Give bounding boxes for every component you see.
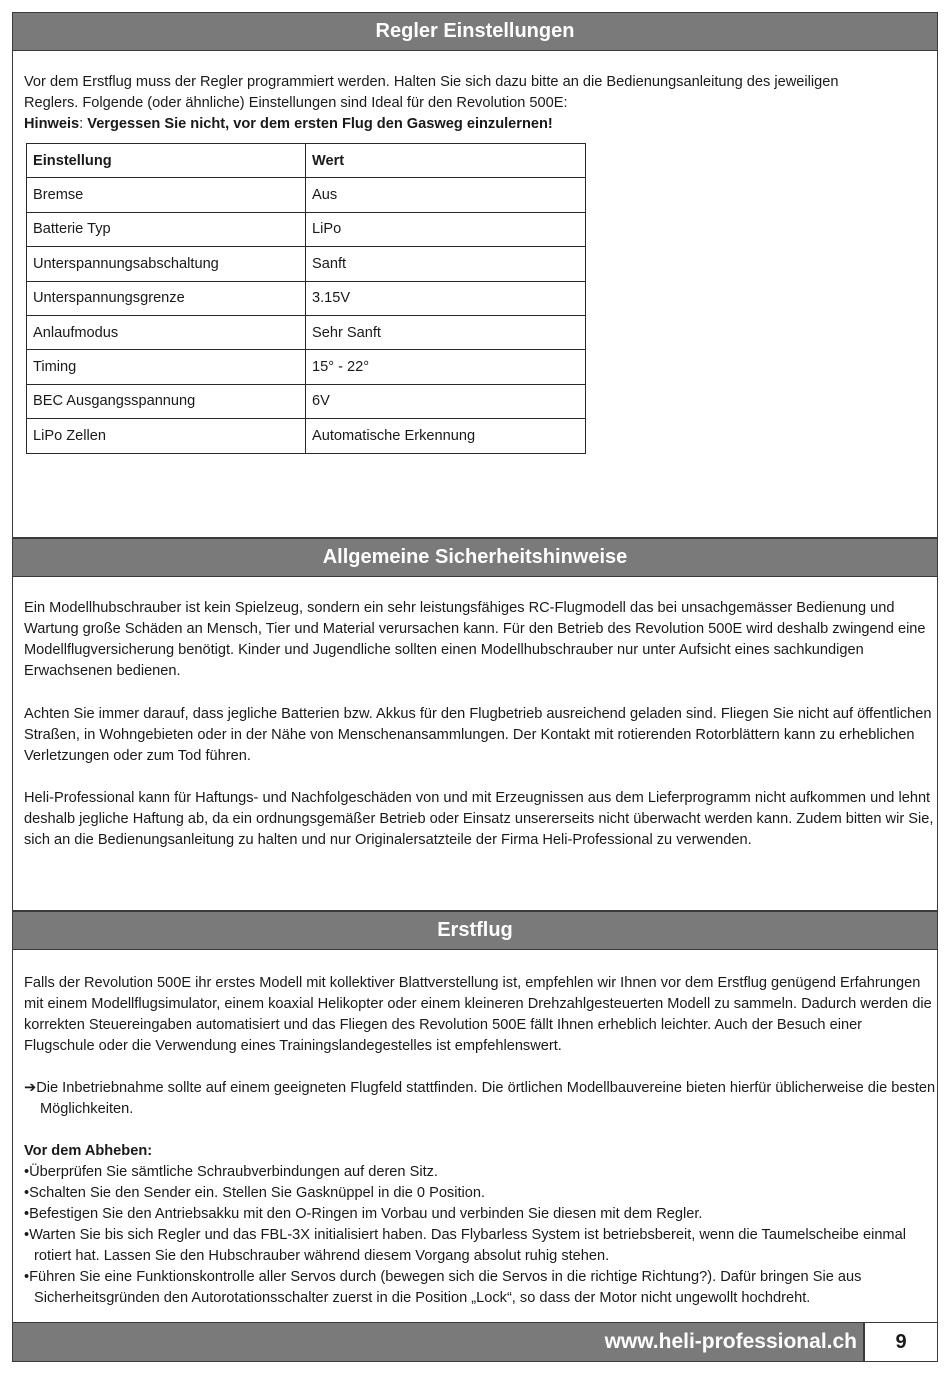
regler-intro-line1: Vor dem Erstflug muss der Regler programmiert werden. Halten Sie sich dazu bitte an die Bedienungsanleitung des jeweiligen <box>24 74 839 90</box>
table-cell-value: 15° - 22° <box>306 350 586 384</box>
sicherheit-paragraph-3: Heli-Professional kann für Haftungs- und Nachfolgeschäden von und mit Erzeugnissen aus dem Lieferprogramm nicht aufkommen und lehnt deshalb jegliche Haftung ab, da ein ordnungsgemäßer Betrieb oder Einsatz unsererseits nicht überwacht werden kann. Zudem bitten wir Sie, sich an die Bedienungsanleitung zu halten und nur Originalersatzteile der Firma Heli-Professional zu verwenden. <box>24 790 934 848</box>
section-title-regler: Regler Einstellungen <box>12 12 938 51</box>
table-row <box>27 247 586 281</box>
page-number: 9 <box>864 1322 938 1362</box>
bullet-icon: • <box>24 1269 30 1285</box>
table-cell-value: Sanft <box>306 247 586 281</box>
list-item-text: Führen Sie eine Funktionskontrolle aller Servos durch (bewegen sich die Servos in die richtige Richtung?). Dafür bringen Sie aus Sicherheitsgründen den Autorotationsschalter zuerst in die Position „Lock“, so dass der Motor nicht ungewollt hochdreht. <box>29 1269 862 1306</box>
table-cell-value: Aus <box>306 178 586 212</box>
table-cell-setting: BEC Ausgangsspannung <box>27 384 306 418</box>
checklist-title: Vor dem Abheben: <box>24 1143 153 1159</box>
table-row <box>27 384 586 418</box>
list-item <box>24 1162 936 1183</box>
sicherheit-paragraph-2: Achten Sie immer darauf, dass jegliche Batterien bzw. Akkus für den Flugbetrieb ausreichend geladen sind. Fliegen Sie nicht auf öffentlichen Straßen, in Wohngebieten oder in der Nähe von Menschenansammlungen. Der Kontakt mit rotierenden Rotorblättern kann zu erheblichen Verletzungen oder zum Tod führen. <box>24 706 932 764</box>
list-item-text: Schalten Sie den Sender ein. Stellen Sie Gasknüppel in die 0 Position. <box>29 1185 486 1201</box>
table-header-row <box>27 144 586 178</box>
section-title-erstflug: Erstflug <box>12 911 938 950</box>
list-item-text: Befestigen Sie den Antriebsakku mit den O-Ringen im Vorbau und verbinden Sie diesen mit dem Regler. <box>29 1206 703 1222</box>
erstflug-arrow-note <box>24 1078 940 1120</box>
table-cell-setting: Timing <box>27 350 306 384</box>
list-item-text: Warten Sie bis sich Regler und das FBL-3X initialisiert haben. Das Flybarless System ist betriebsbereit, wenn die Taumelscheibe einmal rotiert hat. Lassen Sie den Hubschrauber während diesem Vorgang absolut ruhig stehen. <box>29 1227 906 1264</box>
hint-text: Vergessen Sie nicht, vor dem ersten Flug den Gasweg einzulernen! <box>87 116 553 132</box>
table-row <box>27 281 586 315</box>
section-title-sicherheit: Allgemeine Sicherheitshinweise <box>12 538 938 577</box>
settings-table <box>26 143 586 454</box>
list-item <box>24 1267 936 1309</box>
table-row <box>27 315 586 349</box>
bullet-icon: • <box>24 1164 30 1180</box>
erstflug-paragraph-1: Falls der Revolution 500E ihr erstes Modell mit kollektiver Blattverstellung ist, empfehlen wir Ihnen vor dem Erstflug genügend Erfahrungen mit einem Modellflugsimulator, einem koaxial Helikopter oder einem kleineren Drehzahlgesteuerten Modell zu sammeln. Dadurch werden die korrekten Steuereingaben automatisiert und das Fliegen des Revolution 500E fällt Ihnen erheblich leichter. Auch der Besuch einer Flugschule oder die Verwendung eines Trainingslandegestelles ist empfehlenswert. <box>24 975 932 1054</box>
regler-intro <box>24 72 936 135</box>
header-einstellung: Einstellung <box>27 144 306 178</box>
table-row <box>27 212 586 246</box>
hint-label: Hinweis <box>24 116 80 132</box>
table-cell-setting: Anlaufmodus <box>27 315 306 349</box>
table-row <box>27 350 586 384</box>
list-item <box>24 1183 936 1204</box>
list-item <box>24 1225 936 1267</box>
table-cell-setting: LiPo Zellen <box>27 419 306 453</box>
table-cell-setting: Batterie Typ <box>27 212 306 246</box>
table-cell-value: Automatische Erkennung <box>306 419 586 453</box>
bullet-icon: • <box>24 1227 30 1243</box>
table-cell-value: Sehr Sanft <box>306 315 586 349</box>
table-row <box>27 178 586 212</box>
table-cell-setting: Unterspannungsgrenze <box>27 281 306 315</box>
table-cell-value: 3.15V <box>306 281 586 315</box>
list-item <box>24 1204 936 1225</box>
table-row <box>27 419 586 453</box>
sicherheit-paragraph-1: Ein Modellhubschrauber ist kein Spielzeug, sondern ein sehr leistungsfähiges RC-Flugmodell das bei unsachgemässer Bedienung und Wartung große Schäden an Mensch, Tier und Material verursachen kann. Für den Betrieb des Revolution 500E wird deshalb zwingend eine Modellflugversicherung benötigt. Kinder und Jugendliche sollten einen Modellhubschrauber nur unter Aufsicht eines sachkundigen Erwachsenen bedienen. <box>24 600 926 679</box>
regler-intro-line2: Reglers. Folgende (oder ähnliche) Einstellungen sind Ideal für den Revolution 500E: <box>24 95 568 111</box>
table-cell-setting: Bremse <box>27 178 306 212</box>
arrow-right-icon: ➔ <box>24 1080 37 1096</box>
bullet-icon: • <box>24 1206 30 1222</box>
header-wert: Wert <box>306 144 586 178</box>
table-cell-setting: Unterspannungsabschaltung <box>27 247 306 281</box>
hint-separator: : <box>79 116 88 132</box>
footer-url[interactable]: www.heli-professional.ch <box>12 1322 864 1362</box>
checklist <box>24 1162 936 1309</box>
arrow-note-text: Die Inbetriebnahme sollte auf einem geeigneten Flugfeld stattfinden. Die örtlichen Modellbauvereine bieten hierfür üblicherweise die besten Möglichkeiten. <box>36 1080 936 1117</box>
bullet-icon: • <box>24 1185 30 1201</box>
table-cell-value: LiPo <box>306 212 586 246</box>
list-item-text: Überprüfen Sie sämtliche Schraubverbindungen auf deren Sitz. <box>29 1164 438 1180</box>
table-cell-value: 6V <box>306 384 586 418</box>
